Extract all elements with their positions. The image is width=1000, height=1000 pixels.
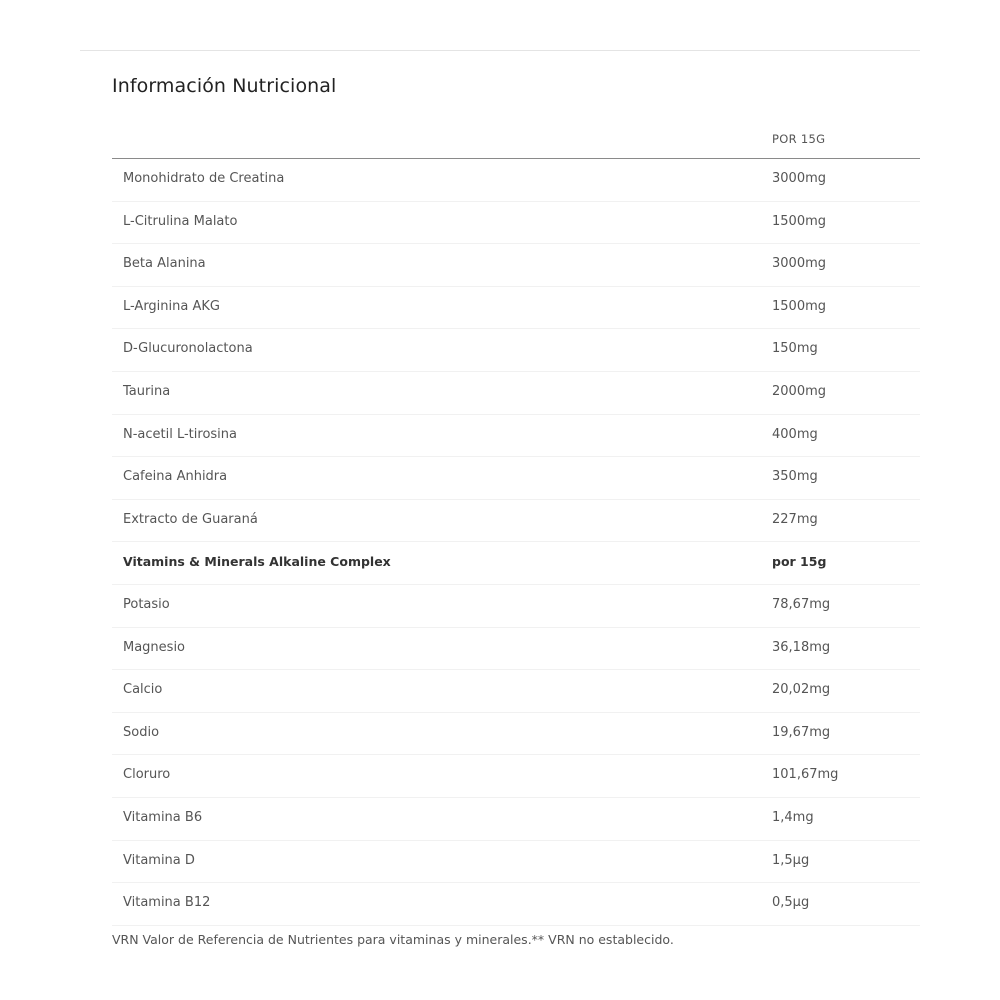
table-row [112,372,920,415]
table-row [112,798,920,841]
nutrient-name: Potasio [123,596,170,612]
nutrient-name: Vitamina B6 [123,809,203,825]
nutrient-name: Cafeina Anhidra [123,469,228,485]
nutrient-amount: 0,5µg [772,895,810,911]
table-row [112,713,920,756]
nutrient-name: Extracto de Guaraná [123,511,258,527]
table-row [112,628,920,671]
nutrient-amount: 1500mg [772,213,826,229]
table-row [112,329,920,372]
table-header-row [112,120,920,159]
nutrient-name: Beta Alanina [123,256,206,272]
table-row [112,244,920,287]
nutrient-name: Monohidrato de Creatina [123,171,285,186]
nutrient-name: L-Citrulina Malato [123,213,238,229]
nutrient-amount: 1,4mg [772,809,814,825]
nutrient-name: Cloruro [123,767,171,783]
nutrient-amount: 350mg [772,469,818,485]
nutrient-amount: 400mg [772,426,818,442]
nutrient-amount: 1500mg [772,298,826,314]
nutrient-name: Sodio [123,724,160,740]
page-title: Información Nutricional [112,75,337,97]
nutrient-amount: 227mg [772,511,818,527]
table-row [112,585,920,628]
nutrient-name: Vitamina D [123,852,195,868]
nutrient-amount: 2000mg [772,383,826,399]
serving-size-header: POR 15G [772,132,826,146]
nutrient-amount: 78,67mg [772,596,831,612]
nutrient-amount: 20,02mg [772,682,831,698]
table-row [112,287,920,330]
nutrient-name: Calcio [123,682,163,698]
table-row [112,841,920,884]
nutrient-amount: 150mg [772,341,818,357]
nutrition-table [112,120,920,926]
table-row [112,883,920,926]
table-row [112,159,920,202]
nutrient-name: L-Arginina AKG [123,298,220,314]
table-section-row [112,542,920,585]
nutrient-amount: 19,67mg [772,724,831,740]
footnote: VRN Valor de Referencia de Nutrientes para vitaminas y minerales.** VRN no establecido. [112,932,674,947]
nutrient-name: Taurina [123,383,171,399]
nutrient-name: N-acetil L-tirosina [123,426,237,442]
table-row [112,202,920,245]
top-divider [80,50,920,51]
nutrient-amount: 1,5µg [772,852,810,868]
nutrient-name: D-Glucuronolactona [123,341,253,357]
table-row [112,670,920,713]
nutrient-amount: 36,18mg [772,639,831,655]
nutrient-name: Magnesio [123,639,186,655]
nutrient-amount: 3000mg [772,171,826,186]
nutrient-name: Vitamina B12 [123,895,211,911]
section-name: Vitamins & Minerals Alkaline Complex [123,554,391,570]
section-serving: por 15g [772,554,827,570]
table-row [112,457,920,500]
table-row [112,415,920,458]
table-row [112,500,920,543]
nutrient-amount: 101,67mg [772,767,839,783]
nutrient-amount: 3000mg [772,256,826,272]
table-row [112,755,920,798]
